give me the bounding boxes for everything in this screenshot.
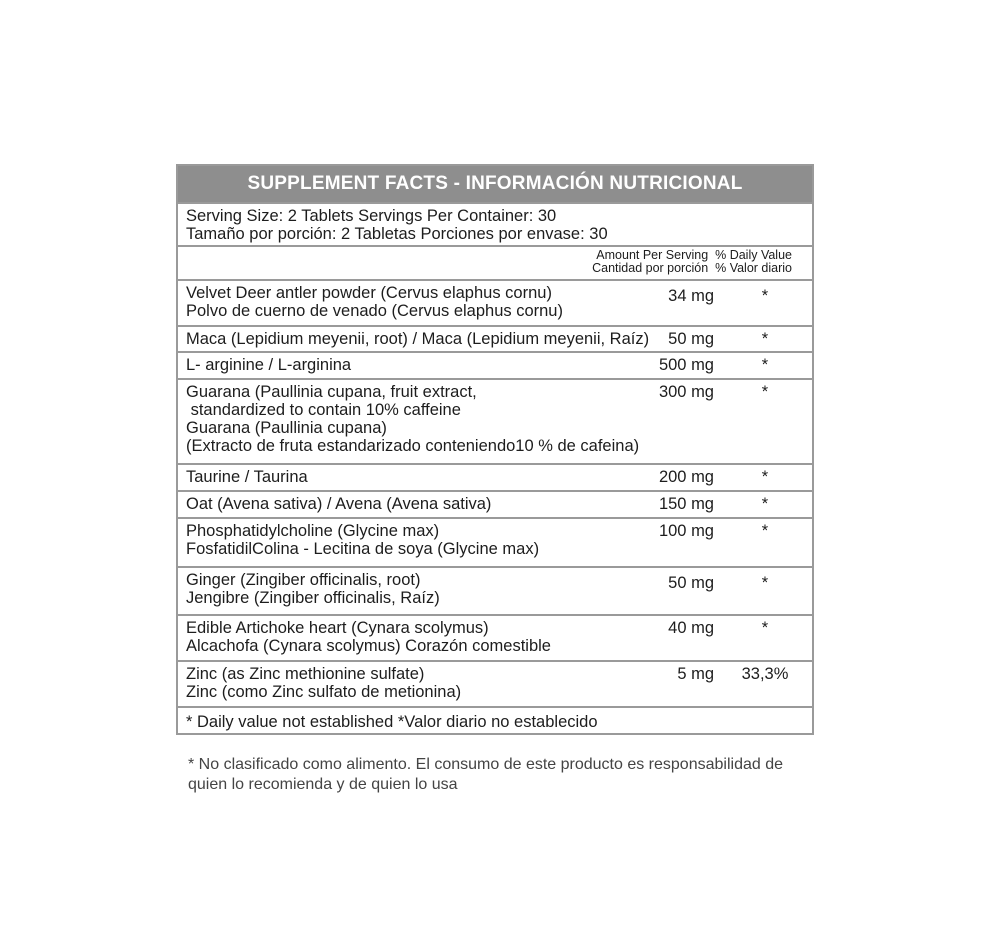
- ingredient-name: Ginger (Zingiber officinalis, root) Jengibre (Zingiber officinalis, Raíz): [186, 571, 440, 607]
- ingredient-daily-value: *: [761, 574, 769, 592]
- supplement-facts-panel: [176, 164, 814, 735]
- ingredient-amount: 5 mg: [677, 665, 714, 683]
- ingredient-amount: 300 mg: [658, 383, 714, 401]
- ingredient-daily-value: *: [761, 356, 769, 374]
- ingredient-name: Velvet Deer antler powder (Cervus elaphus cornu) Polvo de cuerno de venado (Cervus elaphus cornu): [186, 284, 563, 320]
- ingredient-daily-value: *: [761, 522, 769, 540]
- column-header-spanish: Cantidad por porción % Valor diario: [592, 261, 792, 275]
- column-header-english: Amount Per Serving % Daily Value: [596, 248, 792, 262]
- cut-off-text: * No clasificado como alimento. El consumo de este producto es responsabilidad de quien lo recomienda y de quien lo usa: [188, 756, 783, 793]
- serving-line-spanish: Tamaño por porción: 2 Tabletas Porciones por envase: 30: [186, 225, 608, 243]
- ingredient-daily-value: *: [761, 330, 769, 348]
- ingredient-name: Phosphatidylcholine (Glycine max) FosfatidilColina - Lecitina de soya (Glycine max): [186, 522, 540, 558]
- ingredient-name: Taurine / Taurina: [186, 468, 308, 486]
- table-row: [178, 490, 812, 517]
- table-row: [178, 325, 812, 351]
- table-row: [178, 463, 812, 490]
- ingredient-amount: 100 mg: [658, 522, 714, 540]
- serving-info: [178, 202, 812, 245]
- ingredient-amount: 200 mg: [658, 468, 714, 486]
- ingredient-amount: 500 mg: [658, 356, 714, 374]
- serving-line-english: Serving Size: 2 Tablets Servings Per Container: 30: [186, 207, 557, 225]
- daily-value-footnote: * Daily value not established *Valor diario no establecido: [178, 706, 812, 735]
- cut-off-text-line: [176, 749, 814, 793]
- ingredient-name: Zinc (as Zinc methionine sulfate) Zinc (como Zinc sulfato de metionina): [186, 665, 462, 701]
- ingredient-amount: 50 mg: [668, 574, 714, 592]
- table-row: [178, 614, 812, 660]
- table-row: [178, 279, 812, 325]
- table-row: [178, 378, 812, 463]
- ingredient-amount: 150 mg: [658, 495, 714, 513]
- ingredient-name: Guarana (Paullinia cupana, fruit extract, standardized to contain 10% caffeine Guarana (Paullinia cupana) (Extracto de fruta estandarizado conteniendo10 % de cafeina): [186, 383, 640, 455]
- ingredient-amount: 40 mg: [668, 619, 714, 637]
- ingredient-name: Maca (Lepidium meyenii, root) / Maca (Lepidium meyenii, Raíz): [186, 330, 650, 348]
- table-row: [178, 351, 812, 378]
- table-row: [178, 566, 812, 614]
- table-row: [178, 517, 812, 566]
- table-row: [178, 660, 812, 706]
- ingredient-daily-value: 33,3%: [741, 665, 789, 683]
- ingredient-daily-value: *: [761, 468, 769, 486]
- ingredient-daily-value: *: [761, 495, 769, 513]
- ingredient-name: Edible Artichoke heart (Cynara scolymus) Alcachofa (Cynara scolymus) Corazón comestible: [186, 619, 551, 655]
- ingredient-daily-value: *: [761, 383, 769, 401]
- panel-title: SUPPLEMENT FACTS - INFORMACIÓN NUTRICIONAL: [178, 166, 812, 202]
- column-headers: [178, 245, 812, 279]
- ingredient-daily-value: *: [761, 619, 769, 637]
- ingredient-amount: 50 mg: [668, 330, 714, 348]
- ingredient-daily-value: *: [761, 287, 769, 305]
- ingredient-amount: 34 mg: [668, 287, 714, 305]
- ingredient-name: L- arginine / L-arginina: [186, 356, 352, 374]
- ingredient-name: Oat (Avena sativa) / Avena (Avena sativa): [186, 495, 492, 513]
